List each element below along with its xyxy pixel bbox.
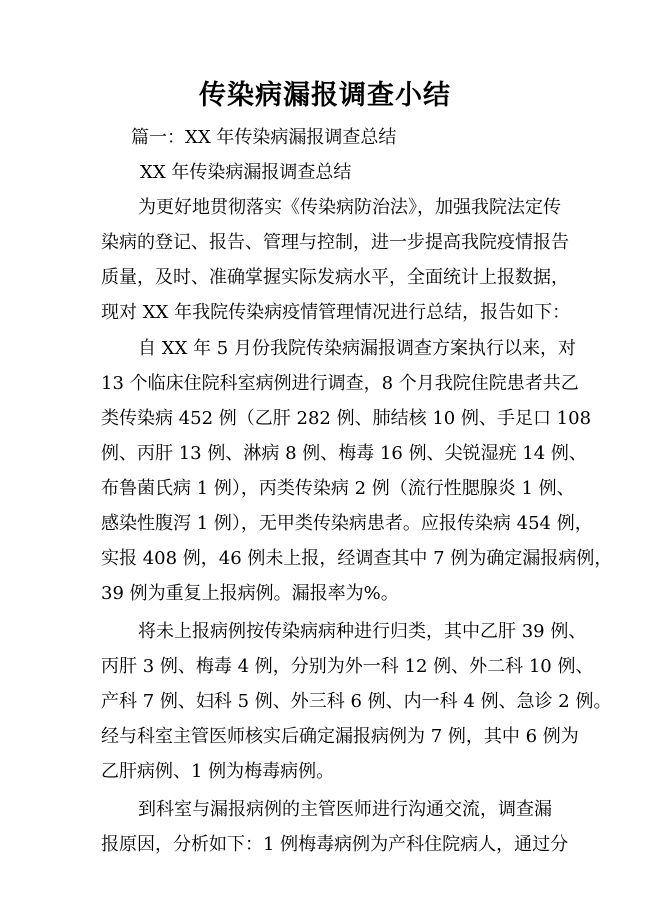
text-line: 质量，及时、准确掌握实际发病水平，全面统计上报数据，	[101, 267, 569, 288]
text-line: 感染性腹泻 1 例），无甲类传染病患者。应报传染病 454 例，	[101, 513, 593, 534]
document-title: 传染病漏报调查小结	[199, 80, 451, 111]
text-line: 39 例为重复上报病例。漏报率为%。	[101, 583, 399, 604]
text-line: 现对 XX 年我院传染病疫情管理情况进行总结，报告如下：	[101, 302, 571, 323]
text-line: 到科室与漏报病例的主管医师进行沟通交流，调查漏	[138, 799, 552, 820]
text-line: 例、丙肝 13 例、淋病 8 例、梅毒 16 例、尖锐湿疣 14 例、	[101, 443, 587, 464]
text-line: 乙肝病例、1 例为梅毒病例。	[101, 761, 335, 782]
text-line: 将未上报病例按传染病病种进行归类，其中乙肝 39 例、	[138, 621, 587, 642]
text-line: 布鲁菌氏病 1 例），丙类传染病 2 例（流行性腮腺炎 1 例、	[101, 478, 575, 499]
text-line: 染病的登记、报告、管理与控制，进一步提高我院疫情报告	[101, 232, 569, 253]
text-line: 经与科室主管医师核实后确定漏报病例为 7 例，其中 6 例为	[101, 726, 579, 747]
text-line: 13 个临床住院科室病例进行调查，8 个月我院住院患者共乙	[101, 373, 579, 394]
text-line: 篇一：XX 年传染病漏报调查总结	[131, 127, 397, 148]
text-line: 丙肝 3 例、梅毒 4 例，分别为外一科 12 例、外二科 10 例、	[101, 656, 594, 677]
text-line: 为更好地贯彻落实《传染病防治法》，加强我院法定传	[138, 197, 561, 218]
text-line: 自 XX 年 5 月份我院传染病漏报调查方案执行以来，对	[138, 338, 576, 359]
text-line: 实报 408 例，46 例未上报，经调查其中 7 例为确定漏报病例，	[101, 548, 613, 569]
text-line: 类传染病 452 例（乙肝 282 例、肺结核 10 例、手足口 108	[101, 408, 592, 429]
text-line: XX 年传染病漏报调查总结	[140, 162, 352, 183]
text-line: 产科 7 例、妇科 5 例、外三科 6 例、内一科 4 例、急诊 2 例。	[101, 691, 612, 712]
text-line: 报原因，分析如下：1 例梅毒病例为产科住院病人，通过分	[101, 834, 569, 855]
